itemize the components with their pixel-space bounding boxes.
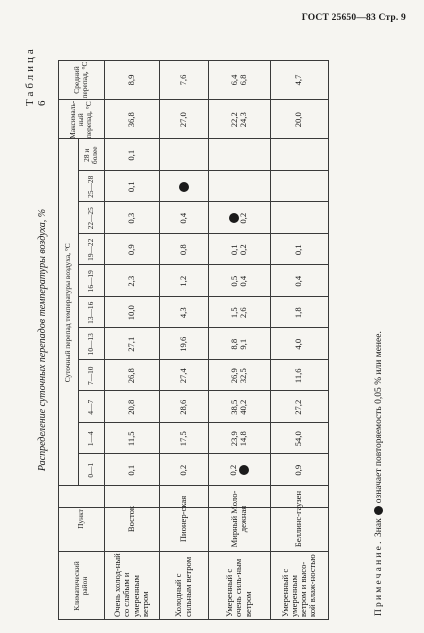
cell-value: 0,1 [228, 244, 239, 256]
rotated-table-area [16, 46, 408, 620]
table-title: Распределение суточных перепадов температуры воздуха, % [37, 208, 48, 472]
cell-value: 27,2 [293, 399, 304, 415]
mean-range-cell [270, 60, 328, 100]
cell-value: 27,1 [125, 336, 136, 352]
cell-value: 0,2 [238, 244, 248, 256]
mean-value: 6,8 [238, 74, 248, 86]
table-border-bottom [328, 60, 329, 620]
cell-value: 0,8 [177, 244, 188, 256]
table-cell [104, 329, 159, 361]
cell-value: 40,2 [238, 399, 248, 415]
cell-value: 0,1 [293, 244, 304, 256]
mean-value: 7,6 [177, 74, 188, 86]
table-cell [208, 297, 270, 329]
header-bin: 13—16 [86, 301, 96, 324]
cell-value: 26,8 [125, 368, 136, 384]
table-cell [270, 297, 328, 329]
cell-value: 19,6 [177, 336, 188, 352]
header-mean-range: Средний перепад, °С [72, 61, 89, 99]
row-region-label: Умеренный с очень силь-ным ветром [224, 558, 253, 617]
max-value: 36,8 [125, 112, 136, 128]
cell-value: 0,5 [228, 275, 239, 287]
table-cell [208, 329, 270, 361]
row-station-label: Беллинс-гаузен [293, 490, 304, 548]
table-cell [270, 392, 328, 424]
header-bin: 1—4 [86, 431, 96, 447]
table-cell [159, 266, 208, 298]
cell-value: 0,3 [125, 212, 136, 224]
row-region-label: Умеренный с умеренным ветром и высо-кой влаж-ностью [279, 554, 318, 617]
cell-value: 0,4 [238, 275, 248, 287]
cell-value: 2,6 [238, 307, 248, 319]
table-cell [159, 171, 208, 203]
cell-value: 28,6 [177, 399, 188, 415]
max-range-cell [159, 100, 208, 140]
cell-value: 10,0 [125, 305, 136, 321]
cell-value: 1,2 [177, 275, 188, 287]
mean-value: 4,7 [293, 74, 304, 86]
table-cell [270, 234, 328, 266]
table-cell [208, 360, 270, 392]
table-cell [159, 140, 208, 172]
cell-value: 4,0 [293, 338, 304, 350]
header-bin: 16—19 [86, 270, 96, 293]
cell-value: 38,5 [228, 399, 239, 415]
table-cell [104, 171, 159, 203]
header-bin: 25—28 [86, 175, 96, 198]
header-bin: 22—25 [86, 207, 96, 230]
cell-value: 23,9 [228, 431, 239, 447]
bullet-dot-icon [239, 465, 249, 475]
max-range-cell [270, 100, 328, 140]
mean-range-cell [159, 60, 208, 100]
cell-value: 0,2 [177, 464, 188, 476]
bullet-dot-icon [374, 506, 383, 515]
table-cell [270, 266, 328, 298]
cell-value: 0,2 [228, 464, 239, 476]
table-note [374, 331, 384, 616]
table-cell [159, 203, 208, 235]
cell-value: 9,1 [238, 338, 248, 350]
row-region-label: Холодный с сильным ветром [173, 556, 193, 617]
max-value: 27,0 [177, 112, 188, 128]
note-text-after: означает повторяемость 0,05 % или менее. [374, 331, 384, 504]
mean-range-cell [208, 60, 270, 100]
header-bin: 28 и более [82, 146, 99, 165]
table-cell [159, 392, 208, 424]
table-cell [208, 171, 270, 203]
cell-value: 1,5 [228, 307, 239, 319]
note-text-before: Знак [374, 518, 384, 537]
cell-value: 0,4 [177, 212, 188, 224]
header-station: Пункт [76, 509, 86, 529]
table-cell [208, 423, 270, 455]
cell-value: 1,8 [293, 307, 304, 319]
max-value: 22,2 [228, 112, 239, 128]
table-cell [159, 234, 208, 266]
cell-value: 0,2 [238, 212, 249, 224]
table-cell [159, 329, 208, 361]
cell-value: 0,9 [125, 244, 136, 256]
table-cell [208, 266, 270, 298]
mean-value: 6,4 [228, 74, 239, 86]
table-cell [270, 423, 328, 455]
table-caption: Таблица 6 [24, 46, 48, 106]
mean-value: 8,9 [125, 74, 136, 86]
cell-value: 0,1 [125, 181, 136, 193]
cell-value: 0,1 [125, 149, 136, 161]
table-cell [270, 329, 328, 361]
mean-range-cell [104, 60, 159, 100]
cell-value: 27,4 [177, 368, 188, 384]
table-cell [208, 455, 270, 487]
table-cell [270, 360, 328, 392]
cell-value: 4,3 [177, 307, 188, 319]
table-cell [270, 455, 328, 487]
cell-value: 17,5 [177, 431, 188, 447]
row-region-label: Очень холод-ный со слабым и умеренным ветром [112, 553, 150, 617]
table-cell [104, 266, 159, 298]
table-cell [159, 455, 208, 487]
header-daily-range: Суточный перепад температуры воздуха, °С [63, 243, 73, 383]
cell-value: 14,8 [238, 431, 248, 447]
header-bin: 4—7 [86, 399, 96, 415]
page-header: ГОСТ 25650—83 Стр. 9 [301, 13, 406, 23]
max-value: 24,3 [238, 112, 248, 128]
table-cell [159, 360, 208, 392]
row-station-label: Пионер-ская [177, 495, 188, 543]
table-cell [208, 140, 270, 172]
table-cell [270, 140, 328, 172]
cell-value: 0,4 [293, 275, 304, 287]
note-label: Примечание. [374, 539, 384, 616]
cell-value: 20,8 [125, 399, 136, 415]
table-cell [104, 203, 159, 235]
cell-value: 8,8 [228, 338, 239, 350]
table-cell [104, 234, 159, 266]
cell-value: 32,5 [238, 368, 248, 384]
table-cell [208, 203, 270, 235]
table-cell [104, 140, 159, 172]
header-bin: 19—22 [86, 238, 96, 261]
table-cell [270, 171, 328, 203]
table-cell [159, 297, 208, 329]
table-cell [270, 203, 328, 235]
header-bin: 7—10 [86, 366, 96, 385]
row-station-label: Мирный Моло-дежная [228, 490, 248, 548]
header-climatic-region: Климатический район [72, 561, 89, 611]
max-value: 20,0 [293, 112, 304, 128]
cell-value: 11,5 [125, 431, 136, 447]
cell-value: 0,1 [125, 464, 136, 476]
header-bin: 0—1 [86, 462, 96, 478]
max-range-cell [208, 100, 270, 140]
table-cell [159, 423, 208, 455]
table-cell [104, 423, 159, 455]
table-cell [104, 455, 159, 487]
table-cell [104, 392, 159, 424]
cell-value: 2,3 [125, 275, 136, 287]
cell-value: 11,6 [293, 368, 304, 384]
table-cell [104, 360, 159, 392]
header-max-range: Максималь-ный перепад, °С [68, 100, 93, 139]
table-cell [104, 297, 159, 329]
data-table [58, 60, 328, 620]
cell-value: 54,0 [293, 431, 304, 447]
cell-value: 0,9 [293, 464, 304, 476]
header-bin: 10—13 [86, 333, 96, 356]
table-cell [208, 234, 270, 266]
cell-value: 26,9 [228, 368, 239, 384]
bullet-dot-icon [179, 182, 189, 192]
max-range-cell [104, 100, 159, 140]
table-cell [208, 392, 270, 424]
row-station-label: Восток [125, 505, 136, 533]
